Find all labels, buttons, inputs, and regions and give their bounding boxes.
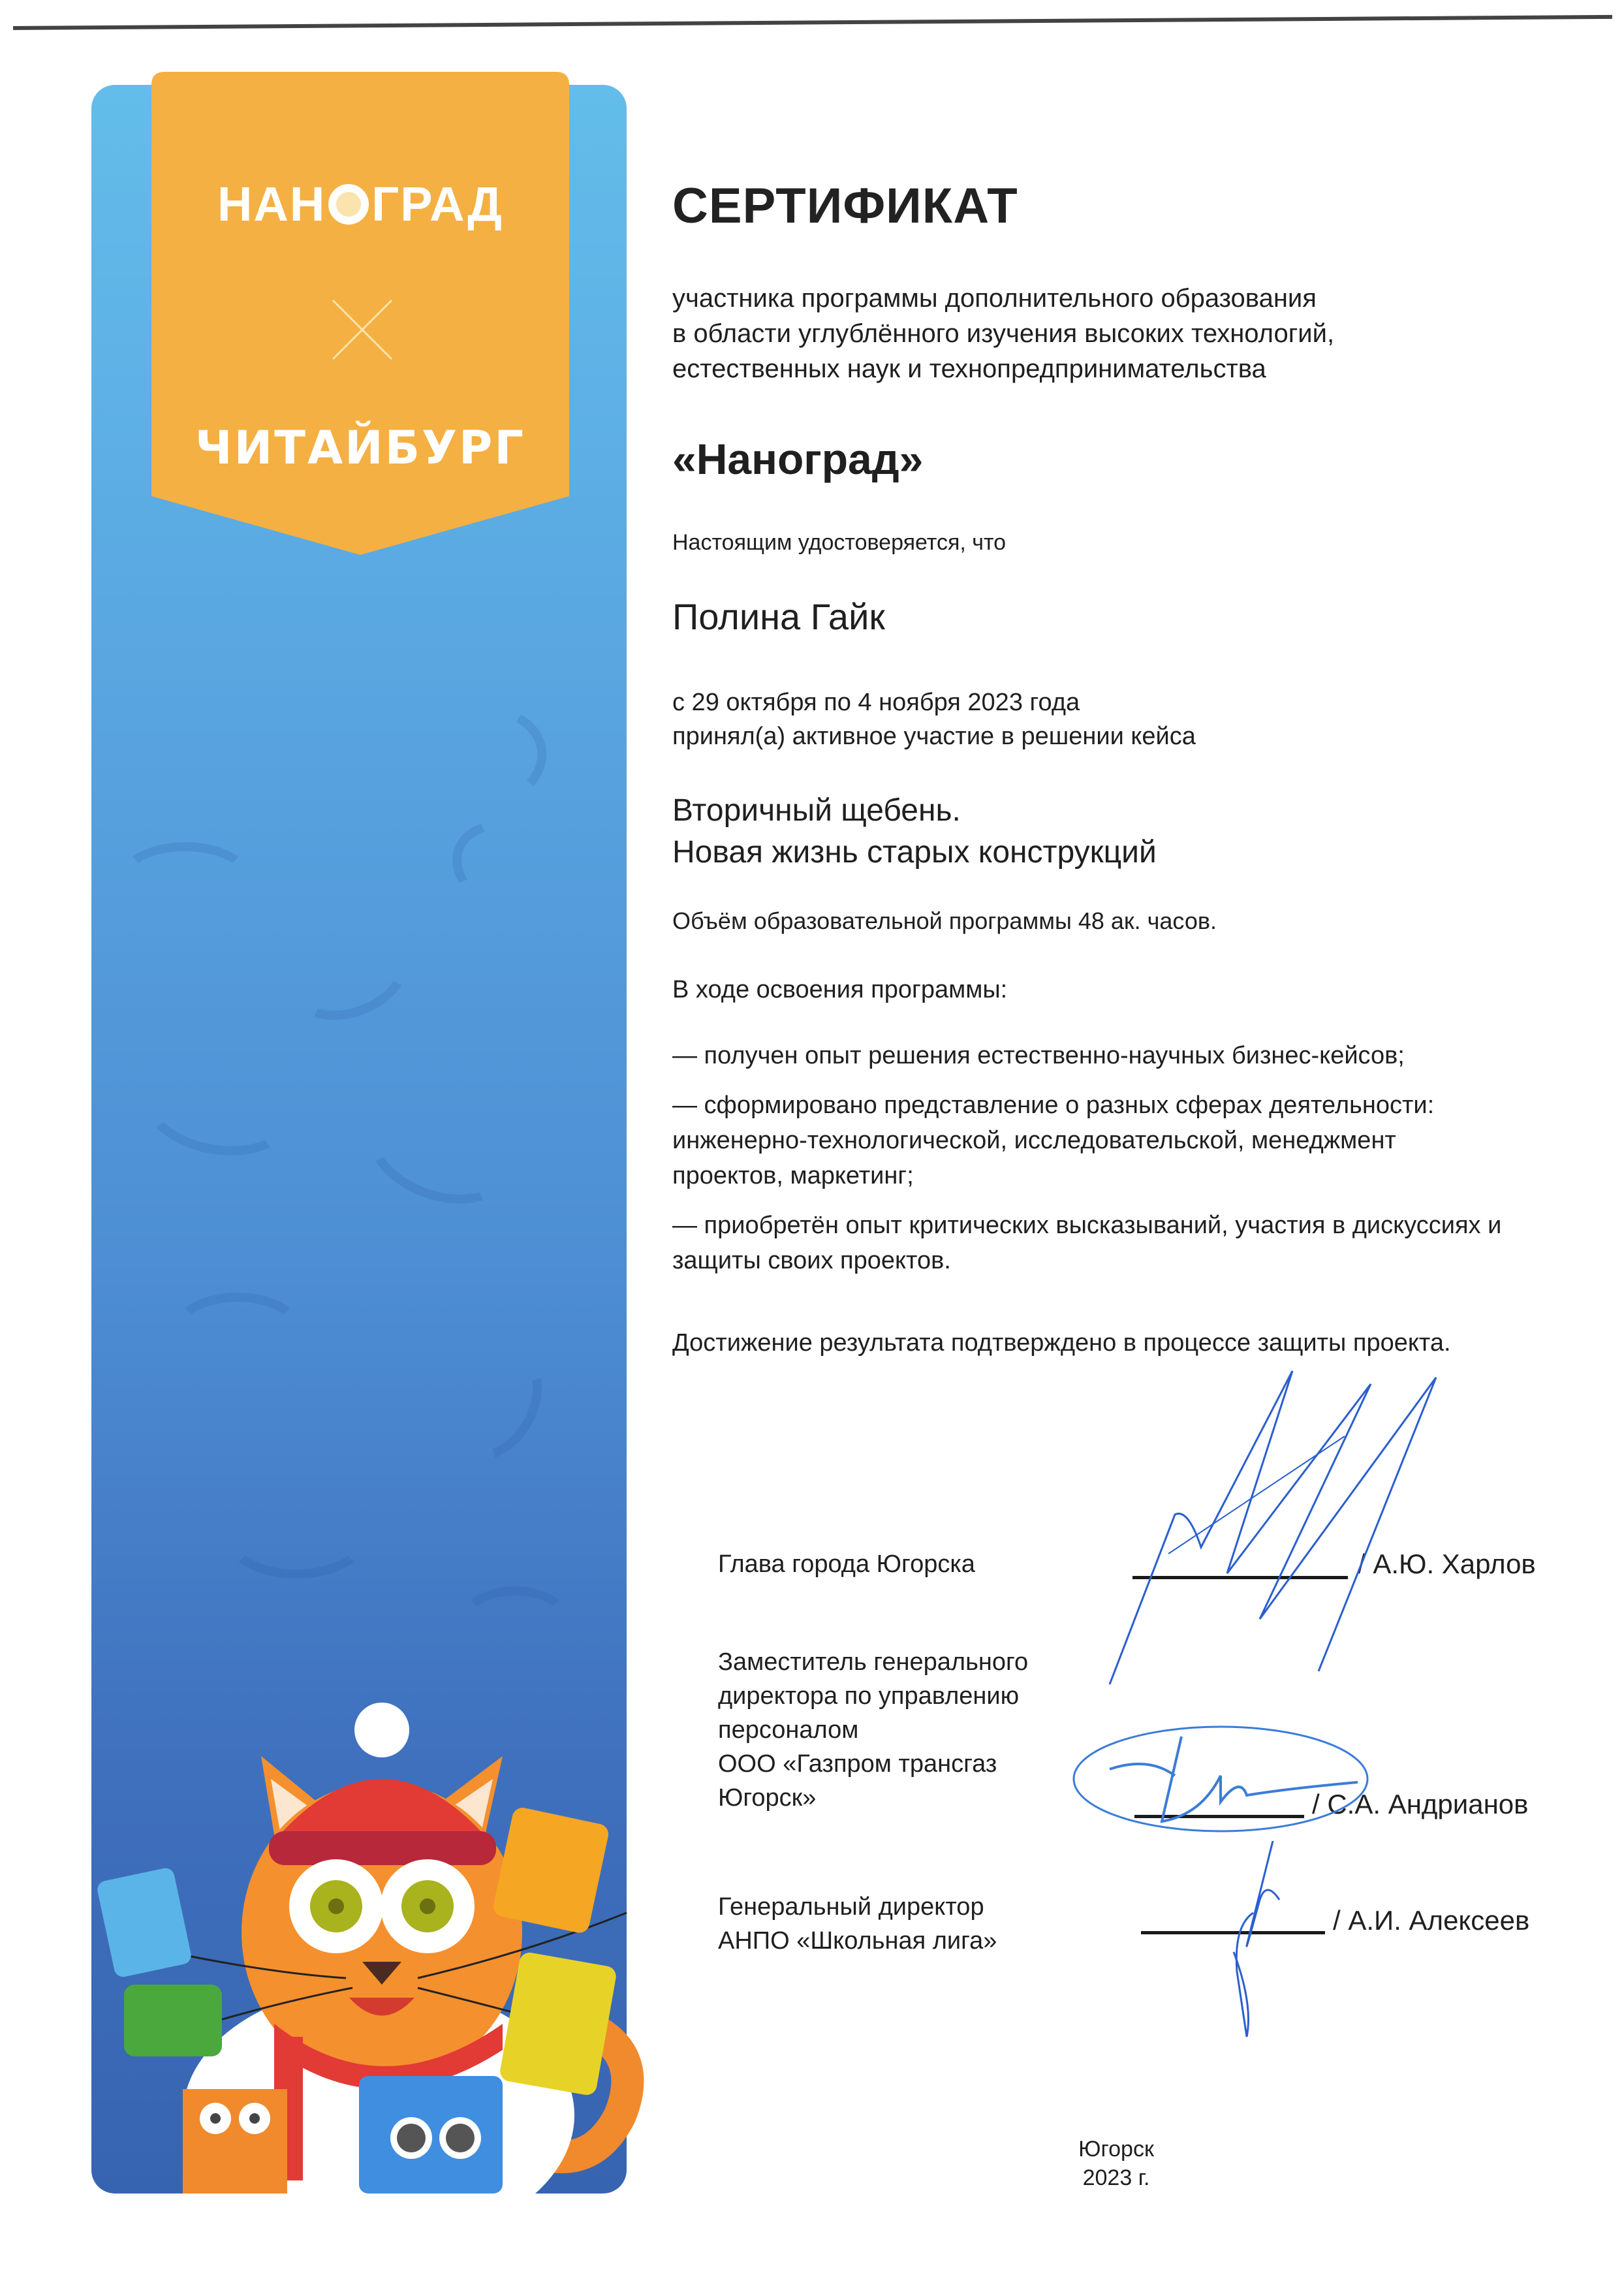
signatory-1-position: Глава города Югорска	[718, 1550, 975, 1578]
squiggle-decoration	[422, 1327, 562, 1479]
signature-line	[1134, 1815, 1304, 1818]
cat-mascot-illustration	[85, 1658, 672, 2194]
squiggle-decoration	[117, 842, 253, 919]
squiggle-decoration	[457, 1586, 573, 1663]
certificate-title: СЕРТИФИКАТ	[672, 178, 1018, 234]
program-name: «Наноград»	[672, 435, 924, 483]
participation-period: с 29 октября по 4 ноября 2023 года принял(а) активное участие в решении кейса	[672, 689, 1196, 750]
signatory-1-name: / А.Ю. Харлов	[1358, 1549, 1536, 1579]
outcome-item: — сформировано представление о разных сферах деятельности: инженерно-технологической, исследовательской, менеджмент проектов, маркетинг;	[672, 1092, 1435, 1189]
outcomes-list	[672, 1038, 1586, 1293]
signature-line	[1141, 1931, 1325, 1934]
sun-icon	[328, 184, 369, 225]
outcome-item: — получен опыт решения естественно-научных бизнес-кейсов;	[672, 1042, 1405, 1069]
squiggle-decoration	[354, 1080, 527, 1222]
outcomes-intro: В ходе освоения программы:	[672, 976, 1008, 1003]
cross-separator-icon	[330, 297, 395, 362]
squiggle-decoration	[277, 915, 420, 1036]
handwritten-signature-icon	[1188, 1841, 1292, 2050]
signature-line	[1132, 1576, 1348, 1579]
nanograd-logo: НАН ГРАД	[217, 177, 504, 231]
squiggle-decoration	[170, 1293, 305, 1376]
signatory-3-name: / А.И. Алексеев	[1333, 1905, 1530, 1936]
squiggle-decoration	[137, 1052, 299, 1166]
achievement-statement: Достижение результата подтверждено в процессе защиты проекта.	[672, 1329, 1451, 1357]
squiggle-decoration	[438, 802, 599, 939]
certificate-subtitle: участника программы дополнительного образования в области углублённого изучения высоких технологий, естественных наук и технопредпринимательства	[672, 284, 1335, 383]
signatory-3-position: Генеральный директор АНПО «Школьная лига»	[718, 1893, 997, 1955]
scan-page-edge	[13, 15, 1612, 30]
handwritten-signature-icon	[1097, 1358, 1462, 1697]
chitaiburg-logo: ЧИТАЙБУРГ	[195, 421, 525, 475]
recipient-name: Полина Гайк	[672, 596, 885, 637]
case-title: Вторичный щебень. Новая жизнь старых конструкций	[672, 793, 1157, 870]
signatory-2-position: Заместитель генерального директора по управлению персоналом ООО «Газпром трансгаз Югорск»	[718, 1648, 1029, 1812]
squiggle-decoration	[390, 693, 555, 826]
squiggle-decoration	[222, 1488, 371, 1579]
outcome-item: — приобретён опыт критических высказываний, участия в дискуссиях и защиты своих проектов.	[672, 1212, 1502, 1274]
signatory-2-name: / С.А. Андрианов	[1312, 1789, 1529, 1819]
certify-statement: Настоящим удостоверяется, что	[672, 530, 1007, 555]
handwritten-signature-icon	[1070, 1717, 1371, 1848]
issue-place-date: Югорск 2023 г.	[1078, 2137, 1154, 2190]
program-volume: Объём образовательной программы 48 ак. часов.	[672, 907, 1217, 934]
